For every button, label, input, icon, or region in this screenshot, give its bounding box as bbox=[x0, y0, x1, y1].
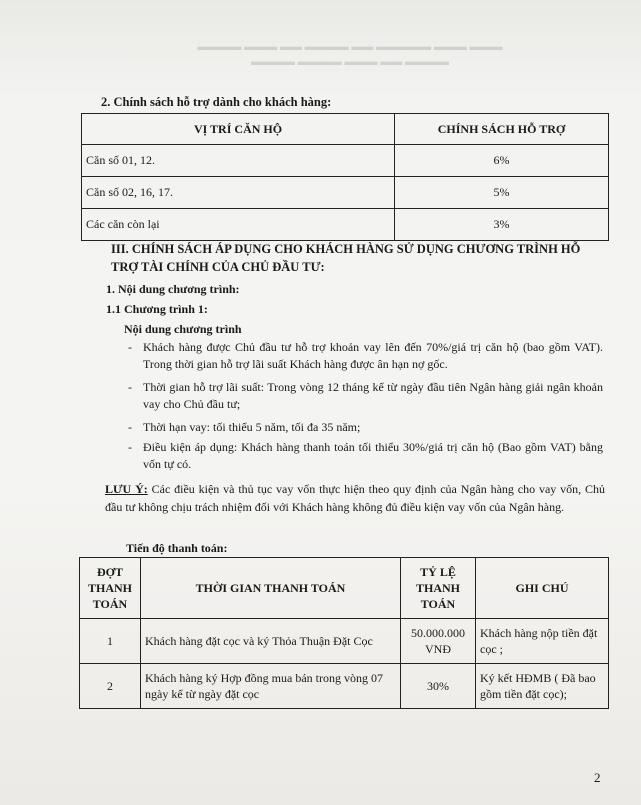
subsection-1-1-title: 1.1 Chương trình 1: bbox=[106, 302, 208, 316]
payment-schedule-title: Tiến độ thanh toán: bbox=[126, 541, 228, 555]
schedule-header-installment: ĐỢT THANH TOÁN bbox=[80, 558, 141, 619]
installment-cell: 2 bbox=[80, 664, 141, 709]
table-header-position: VỊ TRÍ CĂN HỘ bbox=[82, 114, 395, 145]
table-row bbox=[80, 619, 609, 664]
schedule-header-note: GHI CHÚ bbox=[476, 558, 609, 619]
table-row bbox=[82, 145, 609, 177]
time-cell: Khách hàng đặt cọc và ký Thỏa Thuận Đặt Cọc bbox=[141, 619, 401, 664]
unit-cell: Căn số 01, 12. bbox=[82, 145, 395, 177]
note-label: LƯU Ý: bbox=[105, 482, 148, 496]
rate-cell: 30% bbox=[401, 664, 476, 709]
page-number: 2 bbox=[594, 770, 601, 785]
note-cell: Khách hàng nộp tiền đặt cọc ; bbox=[476, 619, 609, 664]
installment-cell: 1 bbox=[80, 619, 141, 664]
note-paragraph bbox=[105, 480, 605, 516]
table-row bbox=[82, 209, 609, 241]
unit-cell: Các căn còn lại bbox=[82, 209, 395, 241]
bullet-item: Thời hạn vay: tối thiểu 5 năm, tối đa 35 năm; bbox=[143, 420, 361, 434]
table-row bbox=[82, 177, 609, 209]
schedule-header-time: THỜI GIAN THANH TOÁN bbox=[141, 558, 401, 619]
table-header-policy: CHÍNH SÁCH HỖ TRỢ bbox=[395, 114, 609, 145]
note-text: Các điều kiện và thủ tục vay vốn thực hiện theo quy định của Ngân hàng cho vay vốn, Chủ đầu tư không chịu trách nhiệm đối với Khách hàng không đủ điều kiện vay vốn của Ngân hàng. bbox=[105, 482, 605, 514]
bullet-item: Thời gian hỗ trợ lãi suất: Trong vòng 12 tháng kể từ ngày đầu tiên Ngân hàng giải ngân khoản vay cho Chủ đầu tư; bbox=[143, 380, 603, 411]
note-cell: Ký kết HĐMB ( Đã bao gồm tiền đặt cọc); bbox=[476, 664, 609, 709]
rate-cell: 3% bbox=[395, 209, 609, 241]
rate-cell: 50.000.000 VNĐ bbox=[401, 619, 476, 664]
unit-cell: Căn số 02, 16, 17. bbox=[82, 177, 395, 209]
table-row bbox=[80, 664, 609, 709]
rate-cell: 5% bbox=[395, 177, 609, 209]
schedule-header-rate: TỶ LỆ THANH TOÁN bbox=[401, 558, 476, 619]
time-cell: Khách hàng ký Hợp đồng mua bán trong vòng 07 ngày kể từ ngày đặt cọc bbox=[141, 664, 401, 709]
subsection-1-title: 1. Nội dung chương trình: bbox=[106, 282, 240, 296]
bullet-item: Khách hàng được Chủ đầu tư hỗ trợ khoản vay lên đến 70%/giá trị căn hộ (bao gồm VAT). Trong thời gian hỗ trợ lãi suất Khách hàng được ân hạn nợ gốc. bbox=[143, 340, 603, 371]
bullet-item: Điều kiện áp dụng: Khách hàng thanh toán tối thiểu 30%/giá trị căn hộ (Bao gồm VAT) bằng vốn tự có. bbox=[143, 440, 603, 471]
section-3-title: III. CHÍNH SÁCH ÁP DỤNG CHO KHÁCH HÀNG SỬ DỤNG CHƯƠNG TRÌNH HỖ TRỢ TÀI CHÍNH CỦA CHỦ ĐẦU TƯ: bbox=[111, 242, 581, 274]
section-2-title: 2. Chính sách hỗ trợ dành cho khách hàng: bbox=[101, 95, 332, 109]
rate-cell: 6% bbox=[395, 145, 609, 177]
payment-schedule-table bbox=[79, 557, 609, 709]
document-page: ▬▬▬▬ ▬▬▬ ▬▬ ▬▬▬▬ ▬▬ ▬▬▬▬▬ ▬▬▬ ▬▬▬ ▬▬▬▬ ▬▬▬▬ ▬▬▬ ▬▬ ▬▬▬▬ 2. Chính sách hỗ trợ dành cho khách hàng: VỊ TRÍ CĂN HỘ CHÍNH SÁCH HỖ TRỢ Căn số 01, 12. 6% Căn số 02, 16, 17. 5% Các căn còn lại 3% III. CHÍNH SÁCH ÁP DỤNG CHO KHÁCH HÀNG SỬ DỤNG CHƯƠNG TRÌNH HỖ TRỢ TÀI CHÍNH CỦA CHỦ ĐẦU TƯ: 1. Nội dung chương trình: 1.1 Chương trình 1: Nội dung chương trình - Khách hàng được Chủ đầu tư hỗ trợ khoản vay lên đến 70%/giá trị căn hộ (bao gồm VAT). Trong thời gian hỗ trợ lãi suất Khách hàng được ân hạn nợ gốc. - Thời gian hỗ trợ lãi suất: Trong vòng 12 tháng kể từ ngày đầu tiên Ngân hàng giải ngân khoản vay cho Chủ đầu tư; - Thời hạn vay: tối thiểu 5 năm, tối đa 35 năm; - Điều kiện áp dụng: Khách hàng thanh toán tối thiểu 30%/giá trị căn hộ (Bao gồm VAT) bằng vốn tự có. LƯU Ý: Các điều kiện và thủ tục vay vốn thực hiện theo quy định của Ngân hàng cho vay vốn, Chủ đầu tư không chịu trách nhiệm đối với Khách hàng không đủ điều kiện vay vốn của Ngân hàng. Tiến độ thanh toán: ĐỢT THANH TOÁN THỜI GIAN THANH TOÁN TỶ LỆ THANH TOÁN GHI CHÚ 1 Khách hàng đặt cọc và ký Thỏa Thuận Đặt Cọc 50.000.000 VNĐ Khách hàng nộp tiền đặt cọc ; 2 Khách hàng ký Hợp đồng mua bán trong vòng 07 ngày kể từ ngày đặt cọc 30% Ký kết HĐMB ( Đã bao gồm tiền đặt cọc); 2 bbox=[0, 0, 641, 805]
support-policy-table bbox=[81, 113, 609, 241]
bleed-through-text: ▬▬▬▬ ▬▬▬ ▬▬ ▬▬▬▬ ▬▬ ▬▬▬▬▬ ▬▬▬ ▬▬▬ ▬▬▬▬ ▬▬▬▬ ▬▬▬ ▬▬ ▬▬▬▬ bbox=[197, 41, 503, 68]
content-heading: Nội dung chương trình bbox=[124, 322, 242, 336]
